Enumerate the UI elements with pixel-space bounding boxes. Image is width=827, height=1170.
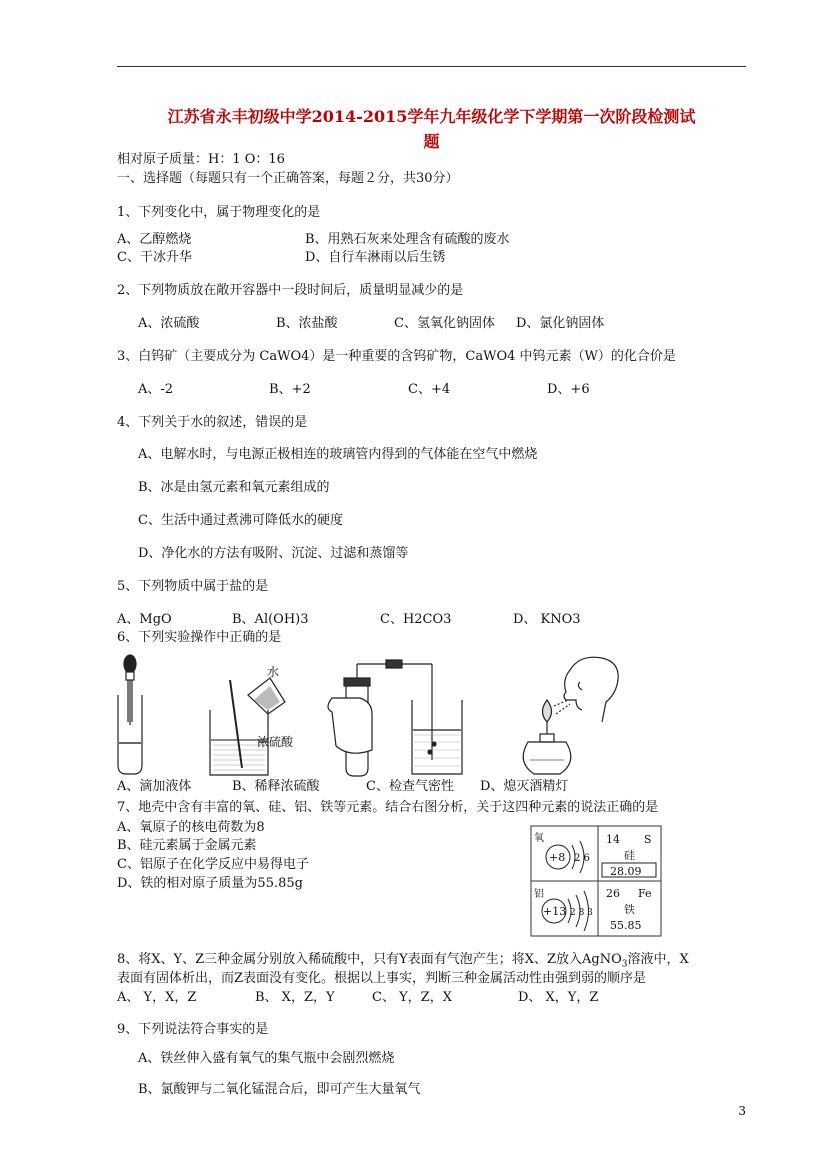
oxygen-label: 氧 xyxy=(534,833,544,844)
question-6-stem: 6、下列实验操作中正确的是 xyxy=(117,630,282,645)
q3-option-d: D、+6 xyxy=(547,382,590,397)
iron-mass: 55.85 xyxy=(610,919,642,932)
dilute-acid-illustration xyxy=(210,664,294,775)
oxygen-atom-diagram xyxy=(534,831,590,873)
q8-option-c: C、 Y，Z，X xyxy=(372,990,452,1005)
q7-option-d: D、铁的相对原子质量为55.85g xyxy=(117,876,303,891)
q4-option-c: C、生活中通过煮沸可降低水的硬度 xyxy=(138,513,343,528)
acid-label: 浓硫酸 xyxy=(257,735,294,749)
question-9-stem: 9、下列说法符合事实的是 xyxy=(117,1022,269,1037)
q5-option-b: B、Al(OH)3 xyxy=(232,612,309,627)
q1-option-b: B、用熟石灰来处理含有硫酸的废水 xyxy=(305,232,510,247)
silicon-mass: 28.09 xyxy=(610,865,642,878)
q5-option-a: A、MgO xyxy=(117,612,172,627)
q1-option-d: D、自行车淋雨以后生锈 xyxy=(305,250,446,265)
agno3-base: AgNO xyxy=(582,952,622,967)
q9-option-b: B、氯酸钾与二氧化锰混合后，即可产生大量氧气 xyxy=(138,1082,421,1097)
question-1-stem: 1、下列变化中，属于物理变化的是 xyxy=(117,205,321,220)
iron-cell xyxy=(606,887,652,932)
aluminum-label: 铝 xyxy=(534,889,544,900)
aluminum-atom-diagram xyxy=(534,888,593,931)
agno3-subscript: 3 xyxy=(621,959,628,970)
question-8-line-1 xyxy=(117,952,689,973)
q2-option-b: B、浓盐酸 xyxy=(276,316,338,331)
q8-option-d: D、 X，Y，Z xyxy=(518,990,599,1005)
iron-number: 26 xyxy=(606,887,620,900)
water-label: 水 xyxy=(267,665,280,679)
oxygen-shells: 2 6 xyxy=(574,853,590,864)
q6-option-c: C、检查气密性 xyxy=(366,779,454,794)
q2-option-a: A、浓硫酸 xyxy=(138,316,200,331)
q7-option-a: A、氧原子的核电荷数为8 xyxy=(117,820,265,835)
title-line-2: 题 xyxy=(423,132,440,151)
q8-option-a: A、 Y，X，Z xyxy=(117,990,197,1005)
q4-option-b: B、冰是由氢元素和氧元素组成的 xyxy=(138,480,330,495)
alcohol-lamp-illustration xyxy=(523,657,618,774)
aluminum-nucleus: +13 xyxy=(543,905,567,918)
iron-name: 铁 xyxy=(624,903,635,916)
q2-option-d: D、氯化钠固体 xyxy=(516,316,605,331)
q8-option-b: B、 X，Z，Y xyxy=(255,990,335,1005)
q3-option-c: C、+4 xyxy=(408,382,451,397)
question-4-stem: 4、下列关于水的叙述，错误的是 xyxy=(117,415,308,430)
q5-option-d: D、 KNO3 xyxy=(513,612,581,627)
document-title xyxy=(117,104,746,154)
q5-option-c: C、H2CO3 xyxy=(380,612,452,627)
q8-line1-end: 溶液中，X xyxy=(627,952,689,967)
q7-option-c: C、铝原子在化学反应中易得电子 xyxy=(117,857,309,872)
q1-option-a: A、乙醇燃烧 xyxy=(117,232,192,247)
question-2-stem: 2、下列物质放在敞开容器中一段时间后，质量明显减少的是 xyxy=(117,283,464,298)
q7-option-b: B、硅元素属于金属元素 xyxy=(117,838,257,853)
q4-option-a: A、电解水时，与电源正极相连的玻璃管内得到的气体能在空气中燃烧 xyxy=(138,447,538,462)
question-5-stem: 5、下列物质中属于盐的是 xyxy=(117,579,269,594)
silicon-number: 14 xyxy=(606,833,620,846)
airtightness-illustration xyxy=(328,660,462,776)
q8-line1-start: 8、将X、Y、Z三种金属分别放入稀硫酸中，只有Y表面有气泡产生；将X、Z放入 xyxy=(117,952,583,967)
q1-option-c: C、干冰升华 xyxy=(117,250,192,265)
q6-option-b: B、稀释浓硫酸 xyxy=(232,779,320,794)
q2-option-c: C、氢氧化钠固体 xyxy=(394,316,495,331)
question-7-stem: 7、地壳中含有丰富的氧、硅、铝、铁等元素。结合右图分析，关于这四种元素的说法正确的是 xyxy=(117,800,659,815)
header-rule xyxy=(117,66,746,67)
dropper-test-tube-illustration xyxy=(118,655,142,774)
question-3-stem: 3、白钨矿（主要成分为 CaWO4）是一种重要的含钨矿物，CaWO4 中钨元素（W）的化合价是 xyxy=(117,349,676,364)
question-8-line-2: 表面有固体析出，而Z表面没有变化。根据以上事实，判断三种金属活动性由强到弱的顺序是 xyxy=(117,971,647,986)
element-info-figure xyxy=(530,825,662,937)
silicon-symbol: S xyxy=(644,833,652,846)
title-line-1: 江苏省永丰初级中学2014-2015学年九年级化学下学期第一次阶段检测试 xyxy=(167,107,696,126)
silicon-name: 硅 xyxy=(624,849,635,862)
q9-option-a: A、铁丝伸入盛有氧气的集气瓶中会剧烈燃烧 xyxy=(138,1051,395,1066)
q6-option-d: D、熄灭酒精灯 xyxy=(480,779,569,794)
atomic-mass-note: 相对原子质量：H：1 O：16 xyxy=(117,152,285,167)
aluminum-shells: 2 8 3 xyxy=(570,908,593,918)
q4-option-d: D、净化水的方法有吸附、沉淀、过滤和蒸馏等 xyxy=(138,546,409,561)
q6-option-a: A、滴加液体 xyxy=(117,779,192,794)
q3-option-b: B、+2 xyxy=(269,382,311,397)
iron-symbol: Fe xyxy=(638,887,652,900)
oxygen-nucleus: +8 xyxy=(549,851,566,864)
page-number: 3 xyxy=(738,1104,746,1118)
q3-option-a: A、-2 xyxy=(138,382,174,397)
silicon-cell xyxy=(602,833,656,878)
lab-operations-figure xyxy=(110,650,630,778)
section-heading: 一、选择题（每题只有一个正确答案，每题２分，共30分） xyxy=(117,171,459,186)
agno3-formula xyxy=(582,952,628,970)
